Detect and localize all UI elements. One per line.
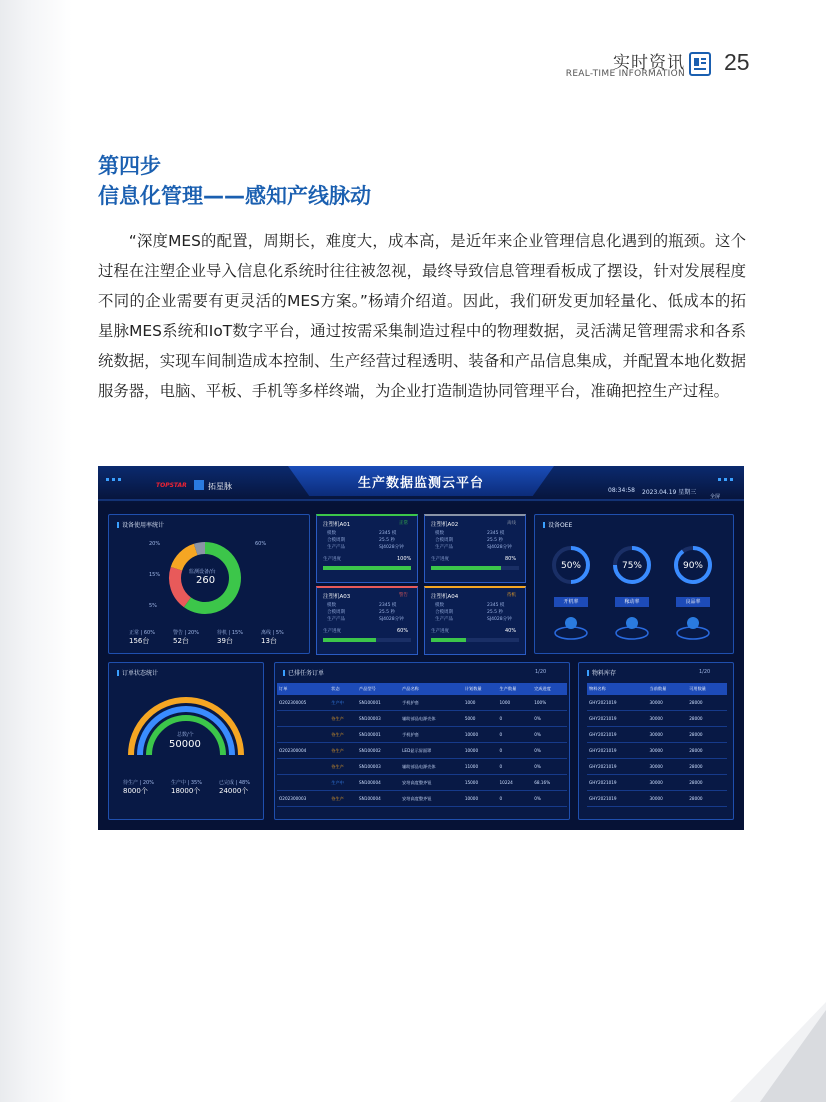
table-row[interactable] <box>277 711 567 727</box>
inventory-table <box>587 683 727 807</box>
table-header: 订单 <box>277 683 329 695</box>
machine-row-label: 生产产品 <box>435 545 453 550</box>
table-cell: 0 <box>498 727 533 743</box>
machine-row-label: 模数 <box>327 603 336 608</box>
progress-fill <box>431 566 501 570</box>
machine-row-value: SJ4028分钟 <box>487 545 512 550</box>
pct-label: 5% <box>149 603 157 609</box>
table-cell: 68.16% <box>532 775 567 791</box>
donut-center-label: 监测设备/台 <box>189 569 216 575</box>
table-header: 生产数量 <box>498 683 533 695</box>
table-cell: 0% <box>532 727 567 743</box>
table-cell: 0 <box>498 791 533 807</box>
table-header: 完成进度 <box>532 683 567 695</box>
table-cell: 28000 <box>687 759 727 775</box>
order-status-panel <box>108 662 264 820</box>
table-cell: 10000 <box>463 743 498 759</box>
machine-row-label: 生产产品 <box>435 617 453 622</box>
table-row[interactable] <box>277 775 567 791</box>
legend-value: 24000个 <box>219 787 249 795</box>
table-cell: 待生产 <box>329 791 357 807</box>
table-cell: O202300005 <box>277 695 329 711</box>
table-cell: 0 <box>498 711 533 727</box>
table-cell: GHY2021019 <box>587 695 648 711</box>
legend-value: 156台 <box>129 637 150 645</box>
table-header: 状态 <box>329 683 357 695</box>
table-row[interactable] <box>277 759 567 775</box>
page-gutter-shadow <box>0 0 72 1102</box>
machine-name: 注塑机A01 <box>323 522 351 528</box>
table-row[interactable] <box>587 775 727 791</box>
progress-label: 生产进度 <box>431 557 449 562</box>
table-cell: 28000 <box>687 711 727 727</box>
oee-button[interactable]: 稼动率 <box>615 597 649 607</box>
section-header <box>545 48 685 80</box>
table-cell: 0% <box>532 759 567 775</box>
table-cell: 30000 <box>648 743 688 759</box>
progress-text: 60% <box>397 628 409 634</box>
table-row[interactable] <box>277 727 567 743</box>
table-cell: SN100004 <box>357 775 400 791</box>
machine-row-label: 模数 <box>435 531 444 536</box>
progress-track <box>323 638 411 642</box>
table-cell: 待生产 <box>329 711 357 727</box>
oee-button[interactable]: 良品率 <box>676 597 710 607</box>
machine-row-label: 合模周期 <box>435 538 453 543</box>
table-cell: SN100003 <box>357 759 400 775</box>
section-title-en: REAL-TIME INFORMATION <box>565 69 685 79</box>
article-subtitle: 信息化管理——感知产线脉动 <box>98 184 371 208</box>
table-cell: 待生产 <box>329 743 357 759</box>
machine-card[interactable] <box>316 514 418 583</box>
table-cell <box>277 711 329 727</box>
machine-status: 正常 <box>399 521 408 526</box>
gauge-value: 75% <box>621 561 643 571</box>
legend-item <box>171 779 202 796</box>
table-header-row <box>277 683 567 695</box>
fullscreen-button[interactable]: 全屏 <box>710 494 721 500</box>
table-cell: 100% <box>532 695 567 711</box>
dashboard-time: 08:34:58 <box>608 487 635 494</box>
dashboard-title: 生产数据监测云平台 <box>357 476 484 491</box>
table-cell: 0% <box>532 743 567 759</box>
inventory-panel <box>578 662 734 820</box>
article-paragraph: “深度MES的配置，周期长，难度大，成本高，是近年来企业管理信息化遇到的瓶颈。这个过程在注塑企业导入信息化系统时往往被忽视，最终导致信息管理看板成了摆设，针对发展程度不同的企业需要有更灵活的MES方案。”杨靖介绍道。因此，我们研发更加轻量化、低成本的拓星脉MES系统和IoT数字平台，通过按需采集制造过程中的物理数据，灵活满足管理需求和各系统数据，实现车间制造成本控制、生产经营过程透明、装备和产品信息集成，并配置本地化数据服务器，电脑、平板、手机等多样终端，为企业打造制造协同管理平台，准确把控生产过程。 <box>98 232 746 400</box>
newspaper-icon <box>689 52 711 76</box>
machine-name: 注塑机A04 <box>431 594 459 600</box>
machine-card[interactable] <box>316 586 418 655</box>
power-icon <box>565 617 577 629</box>
order-center-label: 总数/个 <box>177 732 194 738</box>
table-header: 可用数量 <box>687 683 727 695</box>
legend-item <box>261 629 284 646</box>
panel-title: 设备使用率统计 <box>117 520 164 529</box>
panel-title: 物料库存 <box>587 668 616 677</box>
progress-text: 40% <box>505 628 517 634</box>
table-row[interactable] <box>587 743 727 759</box>
machine-row-label: 合模周期 <box>327 610 345 615</box>
table-header: 产品型号 <box>357 683 400 695</box>
progress-fill <box>431 638 466 642</box>
table-row[interactable] <box>277 695 567 711</box>
table-cell: 28000 <box>687 775 727 791</box>
table-cell <box>277 759 329 775</box>
section-title-cn: 实时资讯 <box>613 53 685 73</box>
table-row[interactable] <box>277 743 567 759</box>
machine-row-value: 2345 模 <box>379 603 397 608</box>
table-header: 当前数量 <box>648 683 688 695</box>
machine-status: 待机 <box>507 593 516 598</box>
table-cell: 15000 <box>463 775 498 791</box>
legend-label: 离线 | 5% <box>261 630 284 636</box>
machine-row-value: SJ4028分钟 <box>379 545 404 550</box>
table-cell: SN100003 <box>357 711 400 727</box>
table-cell: 11000 <box>463 759 498 775</box>
table-cell: GHY2021019 <box>587 759 648 775</box>
table-cell: SN100001 <box>357 727 400 743</box>
table-cell: GHY2021019 <box>587 775 648 791</box>
table-cell: 安培高度整齐钮 <box>400 775 463 791</box>
table-header-row <box>587 683 727 695</box>
table-header: 产品名称 <box>400 683 463 695</box>
progress-label: 生产进度 <box>323 629 341 634</box>
table-cell: 30000 <box>648 759 688 775</box>
donut-center-value: 260 <box>196 575 216 586</box>
legend-value: 52台 <box>173 637 189 645</box>
machine-row-label: 模数 <box>327 531 336 536</box>
table-cell: LED显示屏面罩 <box>400 743 463 759</box>
table-header: 计划数量 <box>463 683 498 695</box>
table-cell: SN100001 <box>357 695 400 711</box>
table-cell: 28000 <box>687 743 727 759</box>
legend-label: 待机 | 15% <box>217 630 243 636</box>
progress-text: 100% <box>397 556 412 562</box>
legend-item <box>219 779 250 796</box>
mes-dashboard-image <box>98 466 744 830</box>
table-cell: 待生产 <box>329 727 357 743</box>
table-cell: 手机护套 <box>400 727 463 743</box>
progress-label: 生产进度 <box>323 557 341 562</box>
machine-name: 注塑机A03 <box>323 594 351 600</box>
progress-label: 生产进度 <box>431 629 449 634</box>
table-cell: GHY2021019 <box>587 791 648 807</box>
legend-label: 生产中 | 35% <box>171 780 202 786</box>
legend-item <box>123 779 154 796</box>
cube-icon <box>687 617 699 629</box>
table-cell: 10000 <box>463 727 498 743</box>
machine-row-label: 模数 <box>435 603 444 608</box>
progress-track <box>323 566 411 570</box>
table-cell: 10224 <box>498 775 533 791</box>
table-cell: SN100004 <box>357 791 400 807</box>
machine-row-label: 合模周期 <box>435 610 453 615</box>
progress-fill <box>323 566 411 570</box>
table-cell: 待生产 <box>329 759 357 775</box>
machine-card[interactable] <box>424 586 526 655</box>
table-cell: 28000 <box>687 791 727 807</box>
tasks-table <box>277 683 567 807</box>
oee-gauges <box>535 515 733 653</box>
step-title: 第四步 <box>98 154 161 178</box>
table-cell: 1000 <box>498 695 533 711</box>
table-row[interactable] <box>587 711 727 727</box>
pct-label: 20% <box>149 541 161 547</box>
machine-row-value: 2345 模 <box>379 531 397 536</box>
table-header: 物料名称 <box>587 683 648 695</box>
machine-row-value: 25.5 秒 <box>487 610 503 615</box>
legend-value: 18000个 <box>171 787 201 795</box>
table-cell: 辅助部品电源壳体 <box>400 759 463 775</box>
donut-slice <box>196 548 205 549</box>
legend-label: 已完成 | 48% <box>219 780 250 786</box>
progress-track <box>431 638 519 642</box>
table-cell: 生产中 <box>329 775 357 791</box>
pct-label: 15% <box>149 572 161 578</box>
table-cell: 30000 <box>648 727 688 743</box>
machine-row-label: 生产产品 <box>327 545 345 550</box>
machine-row-value: 25.5 秒 <box>379 610 395 615</box>
table-cell: 28000 <box>687 727 727 743</box>
table-cell: 10000 <box>463 791 498 807</box>
donut-slice <box>176 549 195 568</box>
table-cell <box>277 775 329 791</box>
panel-title: 已排任务订单 <box>283 668 324 677</box>
machine-name: 注塑机A02 <box>431 522 459 528</box>
table-row[interactable] <box>277 791 567 807</box>
page-number: 25 <box>724 49 750 75</box>
inventory-pager[interactable]: 1/20 <box>699 669 711 675</box>
table-cell: O202300004 <box>277 743 329 759</box>
table-cell: 0 <box>498 759 533 775</box>
table-cell <box>277 727 329 743</box>
table-cell: GHY2021019 <box>587 711 648 727</box>
machine-status: 警告 <box>399 593 408 598</box>
table-cell: 30000 <box>648 695 688 711</box>
table-cell: 5000 <box>463 711 498 727</box>
donut-slice <box>175 569 187 603</box>
table-cell: 手机护套 <box>400 695 463 711</box>
page-curl <box>730 1002 826 1102</box>
progress-track <box>431 566 519 570</box>
table-row[interactable] <box>587 727 727 743</box>
table-cell: 生产中 <box>329 695 357 711</box>
table-cell: O202300003 <box>277 791 329 807</box>
topstar-logo: TOPSTAR <box>156 482 187 489</box>
panel-title: 订单状态统计 <box>117 668 158 677</box>
machine-card[interactable] <box>424 514 526 583</box>
legend-item <box>173 629 199 646</box>
tasks-pager[interactable]: 1/20 <box>535 669 547 675</box>
tasks-panel <box>274 662 570 820</box>
legend-value: 8000个 <box>123 787 148 795</box>
machine-status: 离线 <box>507 521 516 526</box>
table-row[interactable] <box>587 759 727 775</box>
progress-text: 80% <box>505 556 517 562</box>
equipment-usage-panel <box>108 514 310 654</box>
machine-row-value: 25.5 秒 <box>487 538 503 543</box>
table-cell: GHY2021019 <box>587 727 648 743</box>
legend-item <box>217 629 243 646</box>
table-cell: 辅助部品电源壳体 <box>400 711 463 727</box>
table-cell: 1000 <box>463 695 498 711</box>
gauge-value: 50% <box>560 561 582 571</box>
legend-label: 正常 | 60% <box>129 630 155 636</box>
table-cell: 0 <box>498 743 533 759</box>
table-cell: 30000 <box>648 791 688 807</box>
table-cell: 30000 <box>648 775 688 791</box>
machine-row-value: 25.5 秒 <box>379 538 395 543</box>
progress-fill <box>323 638 376 642</box>
table-cell: 30000 <box>648 711 688 727</box>
mes-logo-text: 拓星脉 <box>208 482 232 491</box>
table-cell: 0% <box>532 711 567 727</box>
oee-panel <box>534 514 734 654</box>
legend-item <box>129 629 155 646</box>
table-cell: GHY2021019 <box>587 743 648 759</box>
machine-row-value: SJ4028分钟 <box>379 617 404 622</box>
legend-value: 13台 <box>261 637 277 645</box>
machine-row-value: SJ4028分钟 <box>487 617 512 622</box>
oee-button[interactable]: 开机率 <box>554 597 588 607</box>
machine-row-label: 生产产品 <box>327 617 345 622</box>
legend-value: 39台 <box>217 637 233 645</box>
article-body <box>98 226 746 406</box>
table-row[interactable] <box>587 791 727 807</box>
gauge-value: 90% <box>682 561 704 571</box>
mes-logo-icon <box>194 480 204 490</box>
table-cell: SN100002 <box>357 743 400 759</box>
order-center-value: 50000 <box>169 739 201 750</box>
machine-row-label: 合模周期 <box>327 538 345 543</box>
machine-row-value: 2345 模 <box>487 603 505 608</box>
legend-label: 待生产 | 20% <box>123 780 154 786</box>
table-row[interactable] <box>587 695 727 711</box>
machine-row-value: 2345 模 <box>487 531 505 536</box>
table-cell: 28000 <box>687 695 727 711</box>
panel-title: 设备OEE <box>543 520 572 529</box>
clock-icon <box>626 617 638 629</box>
dashboard-date: 2023.04.19 星期三 <box>642 489 697 496</box>
table-cell: 安培高度整齐钮 <box>400 791 463 807</box>
pct-label: 60% <box>255 541 267 547</box>
legend-label: 警告 | 20% <box>173 630 199 636</box>
table-cell: 0% <box>532 791 567 807</box>
